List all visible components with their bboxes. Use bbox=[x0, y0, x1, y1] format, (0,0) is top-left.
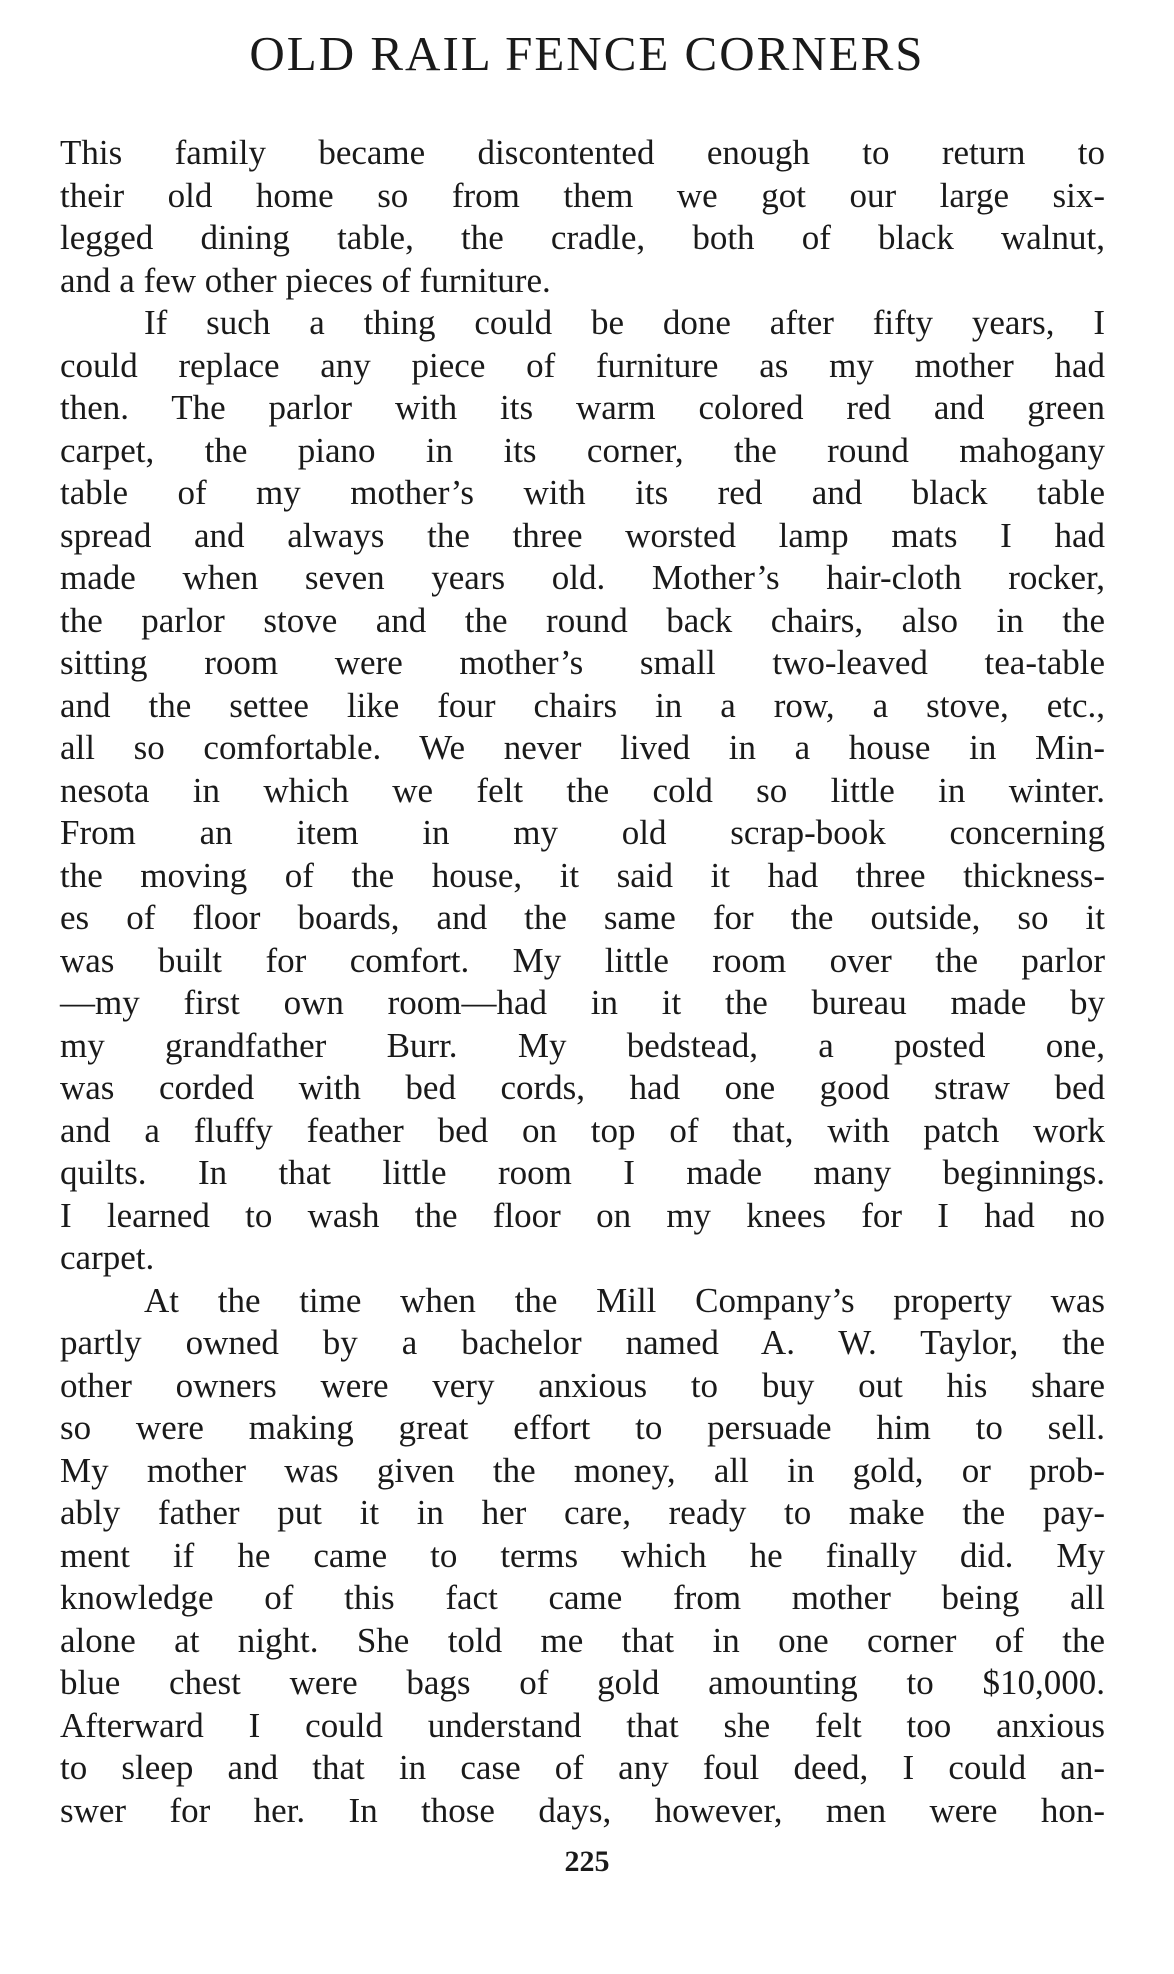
text-line: knowledge of this fact came from mother being all bbox=[60, 1578, 1105, 1617]
text-line: es of floor boards, and the same for the outside, so it bbox=[60, 898, 1105, 937]
text-line: carpet. bbox=[60, 1238, 155, 1277]
text-line: legged dining table, the cradle, both of black walnut, bbox=[60, 218, 1105, 257]
text-line: If such a thing could be done after fifty years, I bbox=[144, 303, 1105, 342]
paragraph-2 bbox=[60, 302, 1105, 1280]
text-line: my grandfather Burr. My bedstead, a posted one, bbox=[60, 1025, 1105, 1065]
text-line: blue chest were bags of gold amounting to $10,000. bbox=[60, 1663, 1105, 1702]
page-number: 225 bbox=[564, 1845, 610, 1878]
body-text bbox=[60, 132, 1105, 1832]
text-line: the parlor stove and the round back chairs, also in the bbox=[60, 600, 1105, 640]
text-line: sitting room were mother’s small two-leaved tea-table bbox=[60, 643, 1105, 682]
text-line: This family became discontented enough to return to bbox=[60, 133, 1105, 172]
text-line: I learned to wash the floor on my knees for I had no bbox=[60, 1195, 1105, 1235]
text-line: My mother was given the money, all in gold, or prob- bbox=[60, 1450, 1105, 1490]
text-line: At the time when the Mill Company’s property was bbox=[144, 1280, 1105, 1320]
text-line: was built for comfort. My little room over the parlor bbox=[60, 940, 1105, 980]
text-line: From an item in my old scrap-book concerning bbox=[60, 813, 1105, 852]
text-line: Afterward I could understand that she felt too anxious bbox=[60, 1705, 1105, 1745]
text-line: and a few other pieces of furniture. bbox=[60, 260, 551, 300]
text-line: and the settee like four chairs in a row, a stove, etc., bbox=[60, 685, 1105, 725]
text-line: quilts. In that little room I made many beginnings. bbox=[60, 1153, 1105, 1192]
text-line: then. The parlor with its warm colored red and green bbox=[60, 388, 1105, 427]
text-line: carpet, the piano in its corner, the round mahogany bbox=[60, 430, 1105, 470]
text-line: their old home so from them we got our large six- bbox=[60, 175, 1105, 215]
text-line: ably father put it in her care, ready to make the pay- bbox=[60, 1493, 1105, 1532]
text-line: made when seven years old. Mother’s hair-cloth rocker, bbox=[60, 558, 1105, 597]
text-line: spread and always the three worsted lamp mats I had bbox=[60, 515, 1105, 555]
text-line: and a fluffy feather bed on top of that, with patch work bbox=[60, 1110, 1105, 1150]
text-line: table of my mother’s with its red and black table bbox=[60, 473, 1105, 512]
text-line: the moving of the house, it said it had three thickness- bbox=[60, 855, 1105, 895]
text-line: could replace any piece of furniture as my mother had bbox=[60, 345, 1105, 385]
text-line: so were making great effort to persuade him to sell. bbox=[60, 1408, 1105, 1447]
text-line: other owners were very anxious to buy out his share bbox=[60, 1365, 1105, 1405]
paragraph-3 bbox=[60, 1280, 1105, 1833]
running-head: OLD RAIL FENCE CORNERS bbox=[249, 26, 925, 81]
text-line: nesota in which we felt the cold so little in winter. bbox=[60, 770, 1105, 810]
text-line: to sleep and that in case of any foul deed, I could an- bbox=[60, 1748, 1105, 1787]
text-line: was corded with bed cords, had one good straw bed bbox=[60, 1068, 1105, 1107]
text-line: ment if he came to terms which he finally did. My bbox=[60, 1535, 1105, 1575]
text-line: alone at night. She told me that in one corner of the bbox=[60, 1620, 1105, 1660]
text-line: all so comfortable. We never lived in a house in Min- bbox=[60, 728, 1105, 767]
text-line: —my first own room—had in it the bureau made by bbox=[60, 983, 1105, 1022]
text-line: partly owned by a bachelor named A. W. Taylor, the bbox=[60, 1323, 1105, 1362]
paragraph-1 bbox=[60, 132, 1105, 302]
text-line: swer for her. In those days, however, men were hon- bbox=[60, 1790, 1105, 1830]
